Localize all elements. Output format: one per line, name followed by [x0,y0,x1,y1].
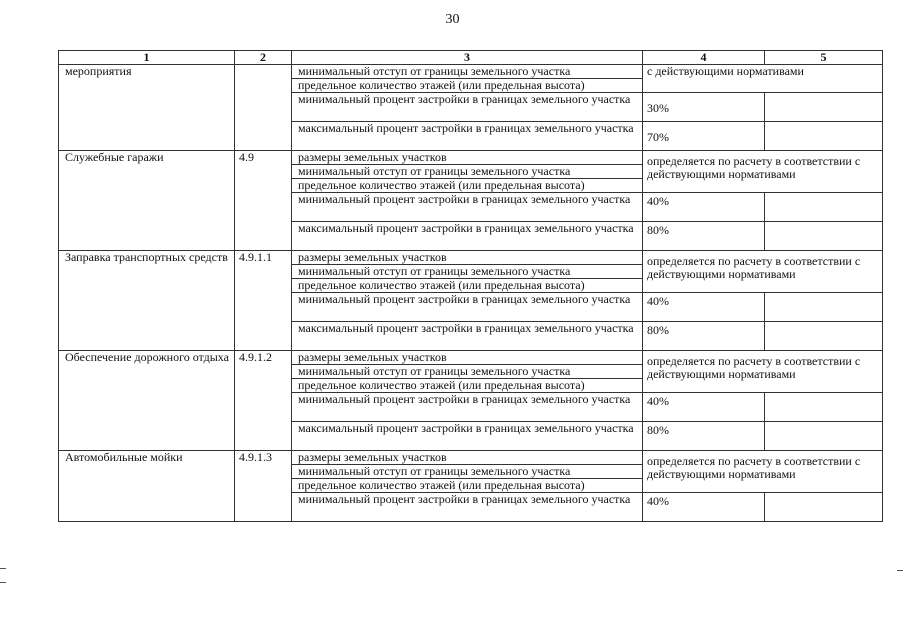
param-max-coverage: максимальный процент застройки в границах земельного участка [292,422,643,451]
col5-empty-cell [765,222,883,251]
col5-empty-cell [765,93,883,122]
col5-empty-cell [765,393,883,422]
value-min-coverage: 30% [643,93,765,122]
use-name: Заправка транспортных средств [59,251,235,351]
header-row [59,51,883,65]
value-normative: с действующими нормативами [643,65,883,93]
col5-empty-cell [765,422,883,451]
header-col-1: 1 [59,51,235,65]
param-min-setback: минимальный отступ от границы земельного участка [292,465,643,479]
value-normative: определяется по расчету в соответствии с действующими нормативами [643,451,883,493]
param-min-coverage: минимальный процент застройки в границах земельного участка [292,193,643,222]
value-min-coverage: 40% [643,393,765,422]
use-name: Служебные гаражи [59,151,235,251]
param-max-coverage: максимальный процент застройки в границах земельного участка [292,222,643,251]
param-max-floors: предельное количество этажей (или предельная высота) [292,179,643,193]
scan-edge-mark [0,568,6,569]
value-max-coverage: 70% [643,122,765,151]
value-max-coverage: 80% [643,322,765,351]
param-max-floors: предельное количество этажей (или предельная высота) [292,479,643,493]
param-min-coverage: минимальный процент застройки в границах земельного участка [292,93,643,122]
header-col-5: 5 [765,51,883,65]
table-row [59,351,883,365]
use-code: 4.9.1.1 [235,251,292,351]
value-max-coverage: 80% [643,222,765,251]
param-plot-size: размеры земельных участков [292,351,643,365]
use-code [235,65,292,151]
param-plot-size: размеры земельных участков [292,451,643,465]
param-max-floors: предельное количество этажей (или предельная высота) [292,79,643,93]
value-normative: определяется по расчету в соответствии с действующими нормативами [643,151,883,193]
use-name: Автомобильные мойки [59,451,235,522]
table-row [59,65,883,79]
col5-empty-cell [765,122,883,151]
param-max-floors: предельное количество этажей (или предельная высота) [292,279,643,293]
param-max-coverage: максимальный процент застройки в границах земельного участка [292,122,643,151]
param-min-setback: минимальный отступ от границы земельного участка [292,365,643,379]
value-min-coverage: 40% [643,193,765,222]
param-plot-size: размеры земельных участков [292,151,643,165]
table-row [59,251,883,265]
param-min-setback: минимальный отступ от границы земельного участка [292,265,643,279]
header-col-3: 3 [292,51,643,65]
param-plot-size: размеры земельных участков [292,251,643,265]
param-min-setback: минимальный отступ от границы земельного участка [292,165,643,179]
value-normative: определяется по расчету в соответствии с действующими нормативами [643,351,883,393]
param-min-coverage: минимальный процент застройки в границах земельного участка [292,293,643,322]
value-min-coverage: 40% [643,293,765,322]
use-name: мероприятия [59,65,235,151]
value-min-coverage: 40% [643,493,765,522]
zoning-parameters-table [58,50,883,522]
use-code: 4.9.1.3 [235,451,292,522]
col5-empty-cell [765,493,883,522]
param-min-coverage: минимальный процент застройки в границах земельного участка [292,493,643,522]
scan-edge-mark [0,582,6,583]
param-max-coverage: максимальный процент застройки в границах земельного участка [292,322,643,351]
table-row [59,451,883,465]
value-max-coverage: 80% [643,422,765,451]
param-min-coverage: минимальный процент застройки в границах земельного участка [292,393,643,422]
value-normative: определяется по расчету в соответствии с действующими нормативами [643,251,883,293]
page-number: 30 [445,12,460,27]
param-min-setback: минимальный отступ от границы земельного участка [292,65,643,79]
scan-edge-mark [897,570,903,571]
table-row [59,151,883,165]
use-code: 4.9.1.2 [235,351,292,451]
col5-empty-cell [765,293,883,322]
header-col-2: 2 [235,51,292,65]
col5-empty-cell [765,322,883,351]
use-name: Обеспечение дорожного отдыха [59,351,235,451]
use-code: 4.9 [235,151,292,251]
header-col-4: 4 [643,51,765,65]
col5-empty-cell [765,193,883,222]
param-max-floors: предельное количество этажей (или предельная высота) [292,379,643,393]
